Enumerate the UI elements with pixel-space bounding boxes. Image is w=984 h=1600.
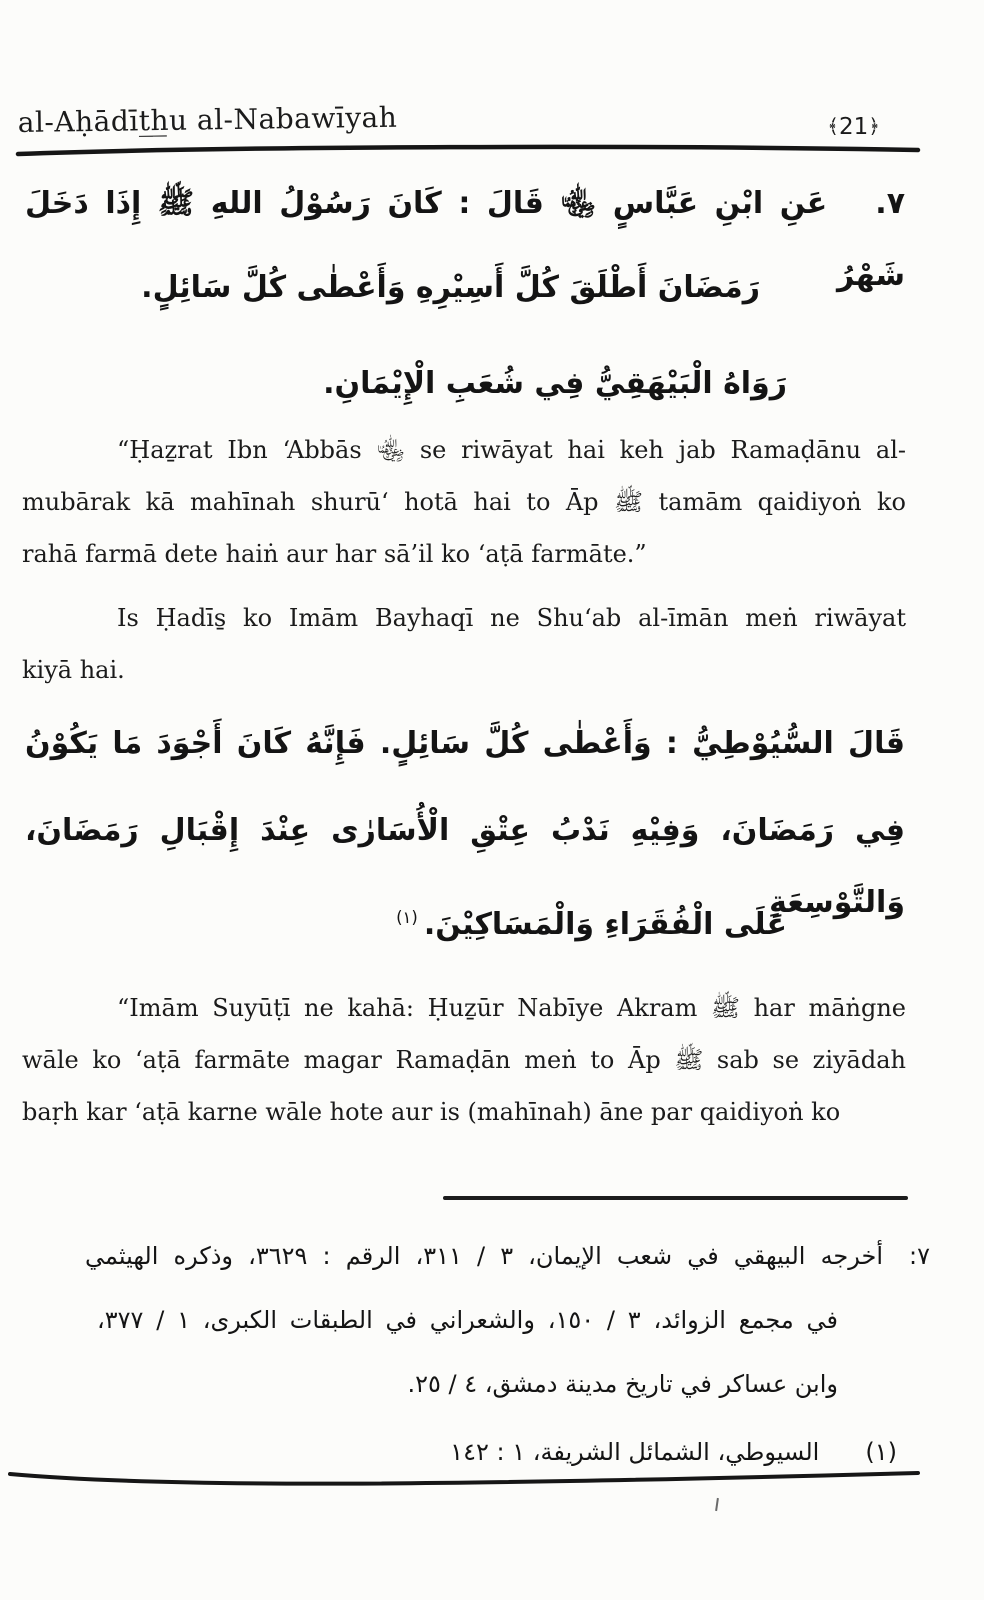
ornament-right-icon: ﴿	[868, 114, 880, 138]
translation2-line-2: wāle ko ‘aṭā farmāte magar Ramaḍān meṅ to Āp ﷺ sab se ziyādah	[22, 1046, 906, 1074]
quote-arabic-text-3: عَلَى الْفُقَرَاءِ وَالْمَسَاكِيْنَ.	[423, 907, 787, 942]
footnote-divider	[443, 1196, 908, 1200]
footnote-hadith-ref	[85, 1224, 930, 1416]
quote-arabic-line-1: قَالَ السُّيُوْطِيُّ : وَأَعْطٰى كُلَّ سَائِلٍ. فَإِنَّهُ كَانَ أَجْوَدَ مَا يَكُوْنُ	[25, 726, 905, 761]
page-number	[827, 114, 880, 140]
translation1-line-3: rahā farmā dete haiṅ aur har sā’il ko ‘aṭā farmāte.”	[22, 540, 647, 568]
footnote1-text-1: أخرجه البيهقي في شعب الإيمان، ٣ / ٣١١، الرقم : ٣٦٢٩، وذكره الهيثمي	[85, 1242, 884, 1270]
page-header-title: al-Aḥādīt̲h̲u al-Nabawīyah	[17, 100, 398, 139]
note-line-1: Is Ḥadīs̱ ko Imām Bayhaqī ne Shu‘ab al-īmān meṅ riwāyat	[117, 604, 906, 632]
header-rule	[14, 142, 924, 160]
translation1-line-2: mubārak kā mahīnah shurū‘ hotā hai to Āp ﷺ tamām qaidiyoṅ ko	[22, 488, 906, 516]
translation2-line-3: baṛh kar ‘aṭā karne wāle hote aur is (mahīnah) āne par qaidiyoṅ ko	[22, 1098, 841, 1126]
hadith-arabic-line-2: رَمَضَانَ أَطْلَقَ كُلَّ أَسِيْرِهِ وَأَعْطٰى كُلَّ سَائِلٍ.	[141, 270, 760, 305]
translation-paragraph-1	[22, 424, 906, 580]
bottom-rule	[6, 1466, 926, 1492]
footnote1-line-2: في مجمع الزوائد، ٣ / ١٥٠، والشعراني في الطبقات الكبرى، ١ / ٣٧٧،	[97, 1306, 839, 1334]
ornament-left-icon: ﴾	[827, 114, 839, 138]
page-number-value: 21	[839, 114, 869, 140]
footnote1-line-3: وابن عساكر في تاريخ مدينة دمشق، ٤ / ٢٥.	[407, 1370, 838, 1398]
footnote2-text: السيوطي، الشمائل الشريفة، ١ : ١٤٢	[450, 1438, 820, 1466]
note-line-2: kiyā hai.	[22, 656, 125, 684]
footnote1-marker: ٧:	[909, 1242, 930, 1270]
translation2-line-1: “Imām Suyūṭī ne kahā: Ḥuẕūr Nabīye Akram ﷺ har māṅgne	[117, 994, 907, 1022]
hadith-arabic-text-1: عَنِ ابْنِ عَبَّاسٍ ﵄ قَالَ : كَانَ رَسُوْلُ اللهِ ﷺ إِذَا دَخَلَ شَهْرُ	[25, 186, 905, 293]
footnote-reference-marker: (١)	[396, 908, 418, 927]
quote-arabic-line-2: فِي رَمَضَانَ، وَفِيْهِ نَدْبُ عِتْقِ الْأُسَارٰى عِنْدَ إِقْبَالِ رَمَضَانَ، وَالتَّوْسِعَةِ	[25, 813, 905, 920]
footnote2-marker: (١)	[865, 1438, 897, 1466]
scan-artifact	[715, 1498, 719, 1511]
translation1-line-1: “Ḥaẕrat Ibn ‘Abbās ﵄ se riwāyat hai keh jab Ramaḍānu al-	[117, 436, 906, 464]
translation-paragraph-2	[22, 982, 906, 1138]
note-paragraph	[22, 592, 906, 696]
hadith-attribution: رَوَاهُ الْبَيْهَقِيُّ فِي شُعَبِ الْإِيْمَانِ.	[323, 366, 787, 401]
quote-arabic-line-3	[25, 882, 905, 961]
footnote1-line-1	[85, 1224, 930, 1288]
hadith-number: ٧.	[875, 186, 905, 221]
